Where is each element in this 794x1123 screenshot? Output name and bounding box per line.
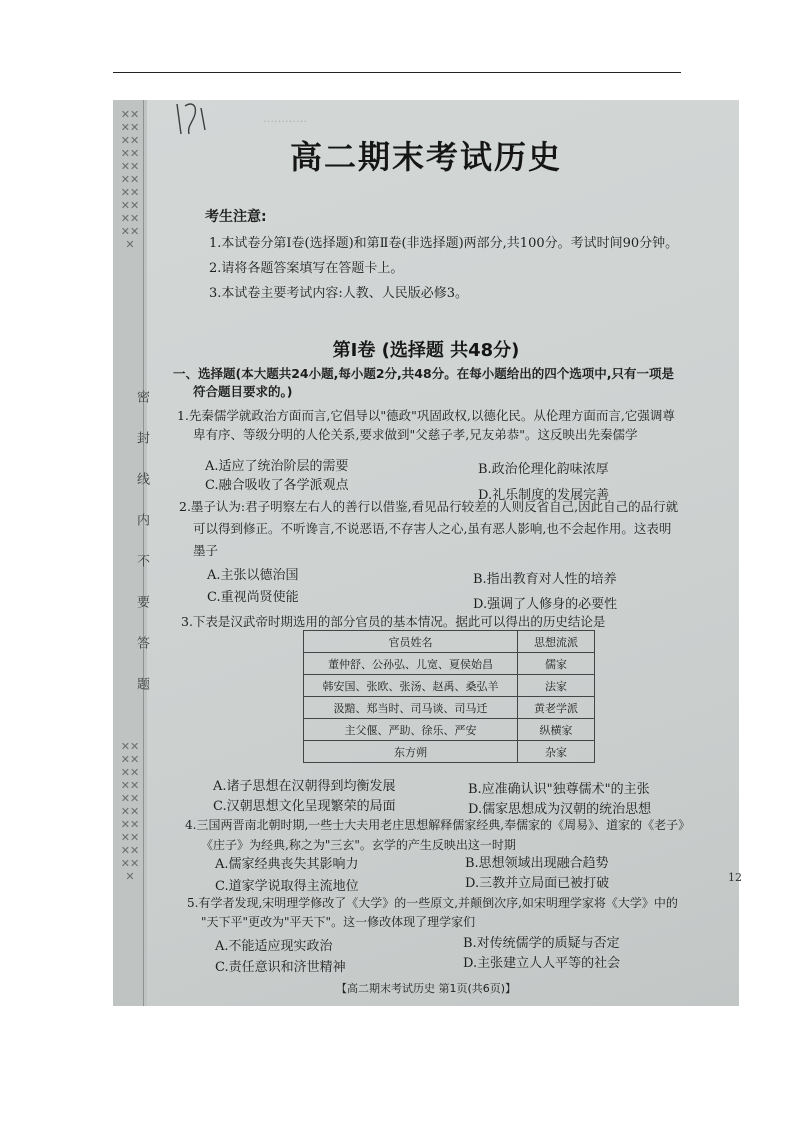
question-stem: 2.墨子认为:君子明察左右人的善行以借鉴,看见品行较差的人则反省自己,因此自己的品行就 [179,499,679,514]
option: A.适应了统治阶层的需要 [205,459,349,474]
table-cell: 汲黯、郑当时、司马谈、司马迁 [304,697,518,719]
section-instructions: 符合题目要求的。) [193,384,293,399]
section-title: 第Ⅰ卷 (选择题 共48分) [332,340,520,361]
option: A.诸子思想在汉朝得到均衡发展 [213,779,396,794]
exam-title: 高二期末考试历史 [289,138,562,176]
section-instructions: 一、选择题(本大题共24小题,每小题2分,共48分。在每小题给出的四个选项中,只有一项是 [173,366,674,381]
notice-item: 3.本试卷主要考试内容:人教、人民版必修3。 [209,286,469,301]
table-cell: 主父偃、严助、徐乐、严安 [304,719,518,741]
table-header-row [304,631,595,653]
option: D.儒家思想成为汉朝的统治思想 [468,802,652,817]
question-stem: 墨子 [193,543,219,558]
option: B.应准确认识"独尊儒术"的主张 [468,782,650,797]
question-stem: 4.三国两晋南北朝时期,一些士大夫用老庄思想解释儒家经典,奉儒家的《周易》、道家的《老子》 [185,818,691,832]
table-cell: 纵横家 [518,719,595,741]
table-cell: 儒家 [518,653,595,675]
question-stem: 《庄子》为经典,称之为"三玄"。玄学的产生反映出这一时期 [201,838,516,852]
page-footer: 【高二期末考试历史 第1页(共6页)】 [335,982,517,995]
exam-photo [113,100,742,1006]
question-stem: 5.有学者发现,宋明理学修改了《大学》的一些原文,并颠倒次序,如宋明理学家将《大学》中的 [187,896,678,910]
option: D.强调了人修身的必要性 [473,597,618,612]
table-row [304,741,595,763]
table-row [304,719,595,741]
table-header: 官员姓名 [304,631,518,653]
option: C.融合吸收了各学派观点 [205,478,349,493]
question-stem: 3.下表是汉武帝时期选用的部分官员的基本情况。据此可以得出的历史结论是 [181,614,606,629]
question-stem: "天下平"更改为"平天下"。这一修改体现了理学家们 [201,915,476,929]
edge-page-number: 12 [728,871,742,884]
option: C.责任意识和济世精神 [215,960,346,975]
table-header: 思想流派 [518,631,595,653]
notice-heading: 考生注意: [205,209,267,225]
table-cell: 黄老学派 [518,697,595,719]
table-cell: 杂家 [518,741,595,763]
seal-x-marks-top: ✕✕✕✕✕✕✕✕✕✕✕✕✕✕✕✕✕✕✕✕✕ [120,108,140,251]
option: B.指出教育对人性的培养 [473,572,617,587]
question-stem: 可以得到修正。不听谗言,不说恶语,不存害人之心,虽有恶人影响,也不会起作用。这表明 [193,521,672,536]
option: A.儒家经典丧失其影响力 [215,857,359,872]
officials-table [303,630,595,763]
question-stem: 卑有序、等级分明的人伦关系,要求做到"父慈子孝,兄友弟恭"。这反映出先秦儒学 [193,427,638,442]
table-cell: 韩安国、张欧、张汤、赵禹、桑弘羊 [304,675,518,697]
table-row [304,653,595,675]
option: C.重视尚贤使能 [207,590,299,605]
option: D.主张建立人人平等的社会 [463,956,621,971]
option: B.政治伦理化韵味浓厚 [478,462,609,477]
option: B.对传统儒学的质疑与否定 [463,936,620,951]
option: D.礼乐制度的发展完善 [478,488,610,503]
table-row [304,697,595,719]
seal-x-marks-bottom: ✕✕✕✕✕✕✕✕✕✕✕✕✕✕✕✕✕✕✕✕✕ [120,740,140,883]
table-row [304,675,595,697]
option: B.思想领域出现融合趋势 [465,856,609,871]
notice-item: 2.请将各题答案填写在答题卡上。 [209,261,404,276]
table-cell: 东方朔 [304,741,518,763]
table-cell: 董仲舒、公孙弘、儿宽、夏侯始昌 [304,653,518,675]
bleed-through-text: ………… [263,112,307,125]
page-top-rule [113,72,681,73]
notice-item: 1.本试卷分第Ⅰ卷(选择题)和第Ⅱ卷(非选择题)两部分,共100分。考试时间90分钟。 [209,236,679,251]
question-stem: 1.先秦儒学就政治方面而言,它倡导以"德政"巩固政权,以德化民。从伦理方面而言,它强调尊 [177,408,675,423]
option: C.道家学说取得主流地位 [215,879,359,894]
seal-warning-text: 密封线内不要答题 [134,390,149,718]
option: C.汉朝思想文化呈现繁荣的局面 [213,799,396,814]
option: A.主张以德治国 [207,568,299,583]
option: D.三教并立局面已被打破 [465,876,610,891]
option: A.不能适应现实政治 [215,939,333,954]
table-cell: 法家 [518,675,595,697]
